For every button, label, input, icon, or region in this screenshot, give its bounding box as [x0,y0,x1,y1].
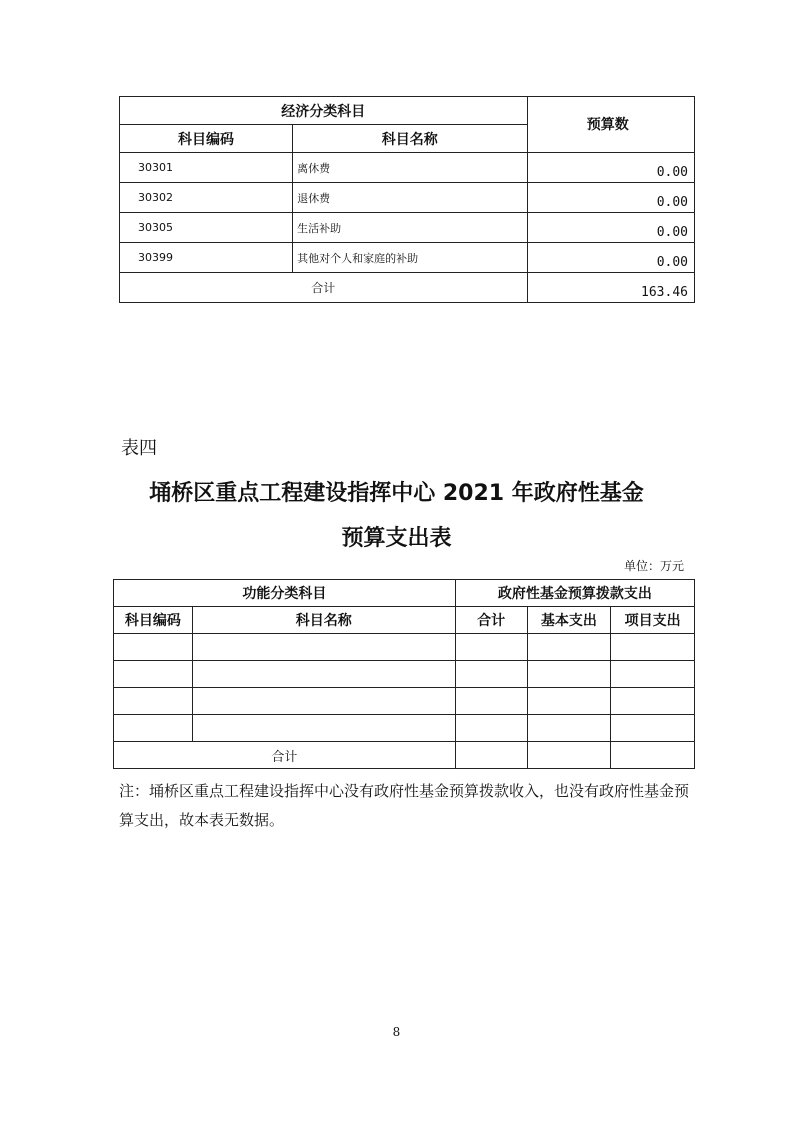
empty-cell [114,715,193,742]
subject-code: 30305 [120,213,293,243]
empty-cell [527,715,611,742]
subject-code: 30399 [120,243,293,273]
empty-cell [114,688,193,715]
page-subtitle: 预算支出表 [341,526,452,551]
budget-amount: 0.00 [527,213,694,243]
empty-cell [611,634,695,661]
table-row [120,153,695,183]
subject-name: 退休费 [293,183,527,213]
subject-code: 30302 [120,183,293,213]
header-functional-classification: 功能分类科目 [114,580,456,607]
header-subject-code: 科目编码 [114,607,193,634]
empty-cell [527,661,611,688]
total-amount: 163.46 [527,273,694,303]
subject-name: 其他对个人和家庭的补助 [293,243,527,273]
table-row [120,213,695,243]
header-fund-appropriation: 政府性基金预算拨款支出 [455,580,694,607]
empty-cell [192,634,455,661]
total-row [114,742,695,769]
header-subject-name: 科目名称 [192,607,455,634]
table-row [114,634,695,661]
subject-name: 生活补助 [293,213,527,243]
empty-cell [455,661,527,688]
empty-cell [527,634,611,661]
empty-cell [192,661,455,688]
table-number-label: 表四 [121,438,157,459]
empty-cell [455,634,527,661]
budget-amount: 0.00 [527,243,694,273]
header-total: 合计 [455,607,527,634]
table-row [114,688,695,715]
empty-cell [455,715,527,742]
total-label: 合计 [120,273,528,303]
budget-amount: 0.00 [527,153,694,183]
total-label: 合计 [114,742,456,769]
empty-cell [114,634,193,661]
empty-cell [611,742,695,769]
footnote: 注：埇桥区重点工程建设指挥中心没有政府性基金预算拨款收入，也没有政府性基金预算支出，故本表无数据。 [119,782,690,829]
unit-label: 单位：万元 [624,559,685,573]
empty-cell [192,715,455,742]
empty-cell [527,688,611,715]
table-row [114,715,695,742]
economic-classification-table [119,96,695,303]
header-subject-code: 科目编码 [120,125,293,153]
header-economic-classification: 经济分类科目 [120,97,528,125]
header-project-expenditure: 项目支出 [611,607,695,634]
header-subject-name: 科目名称 [293,125,527,153]
table-row [114,661,695,688]
budget-amount: 0.00 [527,183,694,213]
empty-cell [455,688,527,715]
header-basic-expenditure: 基本支出 [527,607,611,634]
subject-code: 30301 [120,153,293,183]
empty-cell [611,688,695,715]
empty-cell [527,742,611,769]
header-budget-amount: 预算数 [527,97,694,153]
table-row [120,183,695,213]
government-fund-expenditure-table [113,579,695,769]
empty-cell [114,661,193,688]
empty-cell [192,688,455,715]
page-number: 8 [392,1025,401,1039]
total-row [120,273,695,303]
empty-cell [455,742,527,769]
empty-cell [611,661,695,688]
table-row [120,243,695,273]
subject-name: 离休费 [293,153,527,183]
page-title: 埇桥区重点工程建设指挥中心 2021 年政府性基金 [149,481,644,506]
empty-cell [611,715,695,742]
